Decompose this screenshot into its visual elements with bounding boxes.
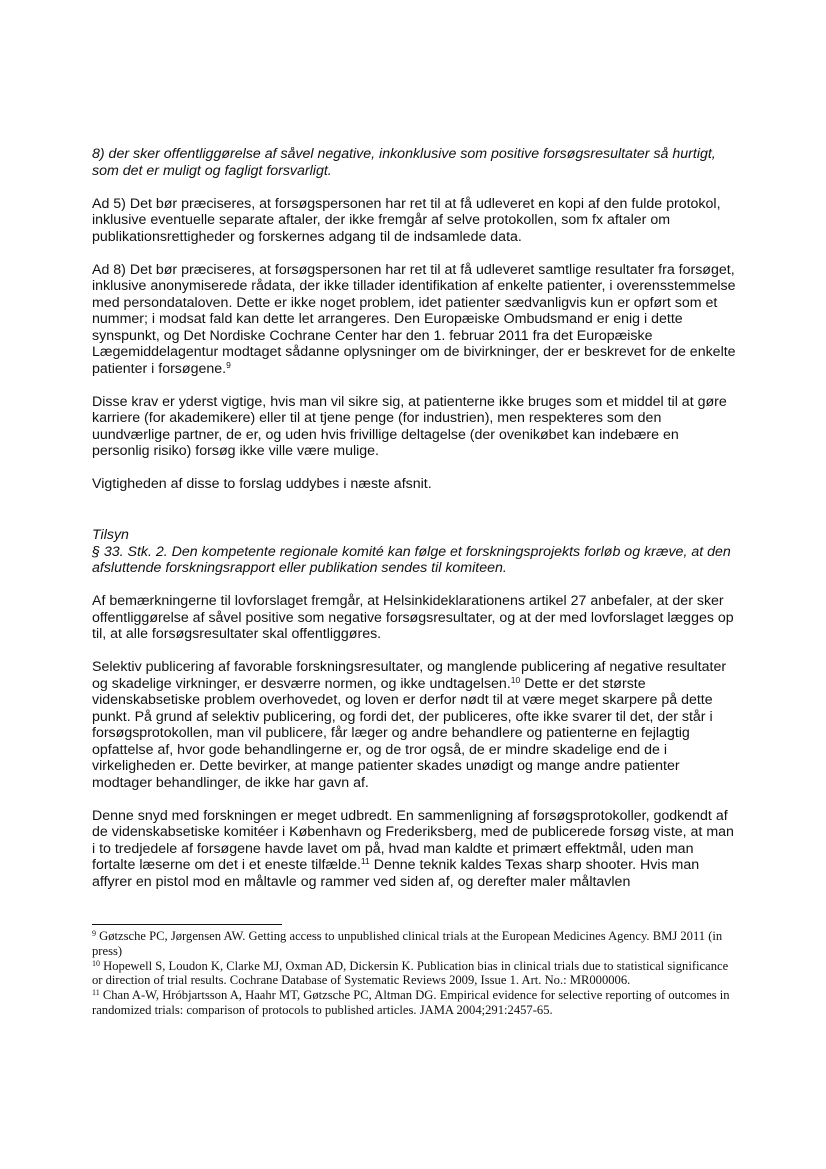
- ad8-text: Ad 8) Det bør præciseres, at forsøgspersonen har ret til at få udleveret samtlige resultater fra forsøget, inklusive anonymiserede rådata, der ikke tillader identifikation af enkelte patienter, i overensstemmelse med persondataloven. Dette er ikke noget problem, idet patienter sædvanligvis kun er opført som et nummer; i modsat fald kan dette let arrangeres. Den Europæiske Ombudsmand er enig i dette synspunkt, og Det Nordiske Cochrane Center har den 1. februar 2011 fra det Europæiske Lægemiddelagentur modtaget sådanne oplysninger om de bivirkninger, der er beskrevet for de enkelte patienter i forsøgene.: [92, 261, 736, 377]
- selektiv-text-b: Dette er det største videnskabsetiske problem overhovedet, og loven er derfor nødt til at være meget skarpere på dette punkt. På grund af selektiv publicering, og fordi det, der publiceres, ofte ikke svarer til det, der står i forsøgsprotokollen, man vil publicere, får læger og andre behandlere og patienterne en fejlagtig opfattelse af, hvor gode behandlingerne er, og de tror også, de er mindre skadelige end de i virkeligheden er. Dette bevirker, at mange patienter skades unødigt og mange andre patienter modtager behandlinger, de ikke har gavn af.: [92, 675, 713, 791]
- footnote-divider: [92, 924, 282, 925]
- bemaerkninger-paragraph: Af bemærkningerne til lovforslaget fremgår, at Helsinkideklarationens artikel 27 anbefaler, at der sker offentliggørelse af såvel positive som negative forsøgsresultater, og at der med lovforslaget lægges op til, at alle forsøgsresultater skal offentliggøres.: [92, 593, 734, 642]
- section-heading-tilsyn: [92, 527, 738, 577]
- tilsyn-heading: Tilsyn: [92, 527, 129, 543]
- snyd-text-b: Denne teknik kaldes Texas sharp shooter. Hvis man affyrer en pistol mod en måltavle og rammer ved siden af, og derefter maler måltavlen: [92, 857, 700, 890]
- footnote-ref-10[interactable]: 10: [510, 674, 521, 685]
- ad5-paragraph: Ad 5) Det bør præciseres, at forsøgspersonen har ret til at få udleveret en kopi af den fulde protokol, inklusive eventuelle separate aftaler, der ikke fremgår af selve protokollen, som fx aftaler om publikationsrettigheder og forskernes adgang til de indsamlede data.: [92, 195, 721, 245]
- section-gap: [92, 509, 738, 527]
- footnote-ref-9[interactable]: 9: [226, 359, 231, 370]
- footnote-number: 9: [92, 929, 96, 938]
- selektiv-text-a: Selektiv publicering af favorable forskningsresultater, og manglende publicering af negative resultater og skadelige virkninger, er desværre normen, og ikke undtagelsen.: [92, 659, 727, 692]
- vigtigheden-paragraph: Vigtigheden af disse to forslag uddybes i næste afsnit.: [92, 476, 432, 492]
- footnote-text: Chan A-W, Hróbjartsson A, Haahr MT, Gøtzsche PC, Altman DG. Empirical evidence for selective reporting of outcomes in randomized trials: comparison of protocols to published articles. JAMA 2004;291:2457-65.: [92, 988, 730, 1017]
- footnote-ref-11[interactable]: 11: [360, 856, 370, 866]
- footnote-text: Gøtzsche PC, Jørgensen AW. Getting access to unpublished clinical trials at the European Medicines Agency. BMJ 2011 (in press): [92, 929, 723, 958]
- paragraph-gap: [92, 577, 738, 594]
- footnotes-section: [92, 924, 738, 1018]
- footnote-text: Hopewell S, Loudon K, Clarke MJ, Oxman AD, Dickersin K. Publication bias in clinical trials due to statistical significance or direction of trial results. Cochrane Database of Systematic Reviews 2009, Issue 1. Art. No.: MR000006.: [92, 958, 729, 988]
- selektiv-publicering-paragraph: [92, 659, 738, 791]
- footnote-9: [92, 929, 738, 959]
- item-8-paragraph: 8) der sker offentliggørelse af såvel negative, inkonklusive som positive forsøgsresultater så hurtigt, som det er muligt og fagligt forsvarligt.: [92, 146, 716, 179]
- footnote-number: 11: [92, 988, 100, 998]
- section-33-quote: § 33. Stk. 2. Den kompetente regionale komité kan følge et forskningsprojekts forløb og kræve, at den afsluttende forskningsrapport eller publikation sendes til komiteen.: [92, 543, 731, 576]
- snyd-paragraph: [92, 808, 738, 891]
- footnote-number: 10: [92, 958, 100, 968]
- disse-krav-paragraph: Disse krav er yderst vigtige, hvis man vil sikre sig, at patienterne ikke bruges som et middel til at gøre karriere (for akademikere) eller til at tjene penge (for industrien), men respekteres som den uundværlige partner, de er, og uden hvis frivillige deltagelse (der ovenikøbet kan indebære en personlig risiko) forsøg ikke ville være mulige.: [92, 393, 727, 459]
- footnote-11: [92, 988, 738, 1018]
- ad8-paragraph: [92, 262, 738, 378]
- footnote-10: [92, 959, 738, 989]
- snyd-text-a: Denne snyd med forskningen er meget udbredt. En sammenligning af forsøgsprotokoller, godkendt af de videnskabsetiske komitéer i København og Frederiksberg, med de publicerede forsøg viste, at man i to tredjedele af forsøgene havde lavet om på, hvad man kaldte et primært effektmål, uden man fortalte læserne om det i et eneste tilfælde.: [92, 807, 734, 873]
- document-body: [92, 146, 738, 907]
